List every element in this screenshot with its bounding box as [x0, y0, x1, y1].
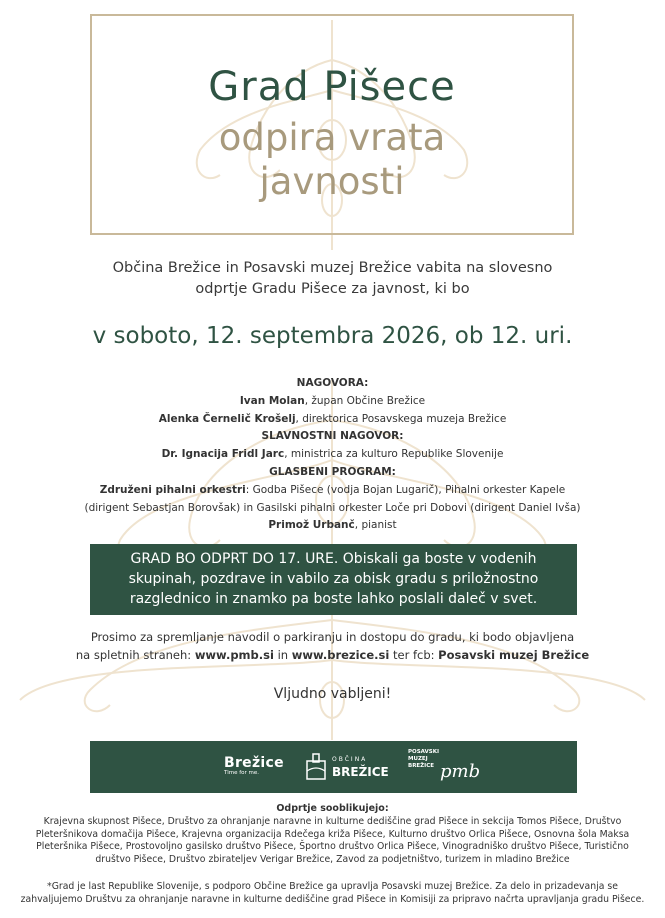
glasbeni-heading: GLASBENI PROGRAM:: [269, 465, 396, 478]
cooperators-heading: Odprtje sooblikujejo:: [276, 803, 389, 814]
notice-line-1: Prosimo za spremljanje navodil o parkiranju in dostopu do gradu, ki bodo objavljena: [90, 630, 575, 644]
slavnostni-heading: SLAVNOSTNI NAGOVOR:: [261, 430, 404, 443]
orchestras-line-1: Združeni pihalni orkestri: Godba Pišece (vodja Bojan Lugarič), Pihalni orkester Kapele: [99, 483, 566, 496]
intro-line-1: Občina Brežice in Posavski muzej Brežice vabita na slovesno: [112, 260, 553, 276]
orchestras-line-2: (dirigent Sebastjan Borovšak) in Gasilski pihalni orkester Loče pri Dobovi (dirigent Daniel Ivša): [84, 501, 581, 514]
notice-line-2: na spletnih straneh: www.pmb.si in www.brezice.si ter fcb: Posavski muzej Brežice: [75, 648, 590, 662]
subtitle-line-1: odpira vrata: [218, 116, 446, 159]
parking-notice: [60, 628, 605, 664]
logo-bar: [90, 741, 577, 793]
castle-icon: [304, 751, 328, 781]
cooperators-list: Krajevna skupnost Pišece, Društvo za ohranjanje naravne in kulturne dediščine grad Pišece in sekcija Tomos Pišece, Društvo Pleteršnikova domačija Pišece, Krajevna organizacija Rdečega križa Pišece, Kulturno društvo Orlica Pišece, Osnovna šola Maksa Pleteršnika Pišece, Prostovoljno gasilsko društvo Pišece, Športno društvo Orlica Pišece, Vinogradniško društvo Pišece, Turistično društvo Pišece, Društvo zbirateljev Verigar Brežice, Zavod za podjetništvo, turizem in mladino Brežice: [35, 816, 630, 865]
nagovora-heading: NAGOVORA:: [296, 377, 369, 389]
pianist: Primož Urbanč, pianist: [268, 519, 397, 532]
program-section: [60, 375, 605, 535]
opening-hours-banner: [90, 544, 577, 615]
page-subtitle: [92, 116, 572, 204]
subtitle-line-2: javnosti: [259, 160, 405, 203]
speaker-3: Dr. Ignacija Fridl Jarc, ministrica za kulturo Republike Slovenije: [161, 448, 504, 461]
intro-text: [60, 258, 605, 300]
link-pmb[interactable]: www.pmb.si: [194, 648, 274, 662]
link-brezice[interactable]: www.brezice.si: [291, 648, 390, 662]
welcome-text: Vljudno vabljeni!: [273, 686, 392, 702]
intro-line-2: odprtje Gradu Pišece za javnost, ki bo: [195, 281, 470, 297]
speaker-1: Ivan Molan, župan Občine Brežice: [239, 394, 426, 407]
title-frame: [90, 14, 574, 235]
speaker-2: Alenka Černelič Krošelj, direktorica Posavskega muzeja Brežice: [158, 412, 507, 425]
event-date: v soboto, 12. septembra 2026, ob 12. uri.: [92, 323, 573, 349]
footnote: *Grad je last Republike Slovenije, s podporo Občine Brežice ga upravlja Posavski muzej Brežice. Za delo in prizadevanja se zahvaljujemo Društvu za ohranjanje naravne in kulturne dediščine grad Pišece in Komisiji za pripravo načrta upravljanja gradu Pišece.: [20, 881, 645, 905]
banner-line-2: skupinah, pozdrave in vabilo za obisk gradu s priložnostno: [128, 571, 539, 587]
banner-line-3: razglednico in znamko pa boste lahko poslali daleč v svet.: [129, 591, 538, 607]
obcina-brezice-logo: OBČINA BREŽICE: [304, 751, 328, 785]
posavski-muzej-logo: POSAVSKI MUZEJ BREŽICE pmb: [408, 749, 481, 782]
banner-line-1: GRAD BO ODPRT DO 17. URE. Obiskali ga boste v vodenih: [130, 551, 537, 567]
page-title: Grad Pišece: [208, 64, 456, 110]
brezice-tourism-logo: Brežice Time for me.: [224, 755, 284, 776]
link-facebook[interactable]: Posavski muzej Brežice: [438, 648, 590, 662]
